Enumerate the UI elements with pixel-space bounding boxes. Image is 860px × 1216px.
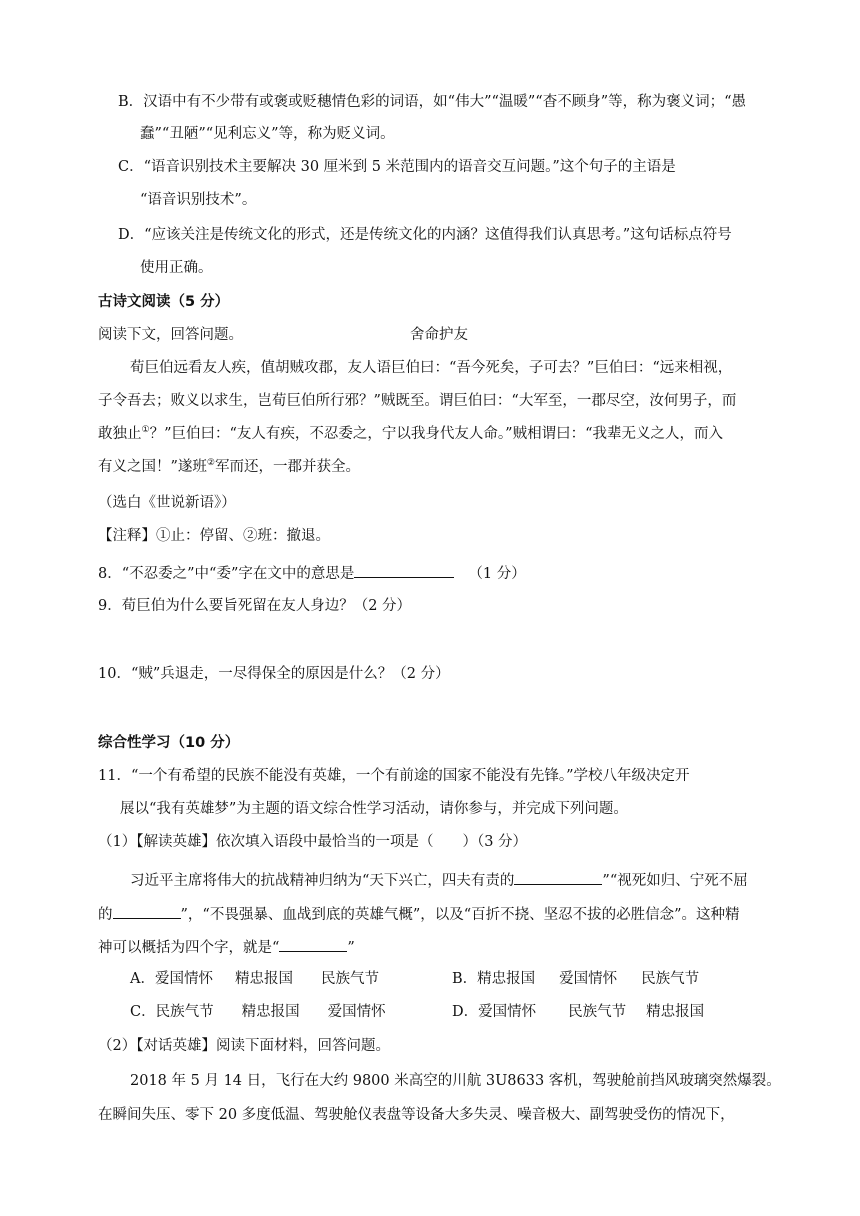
passage-title: 舍命护友 xyxy=(410,327,468,343)
question-11-line2: 展以“我有英雄梦”为主题的语文综合性学习活动，请你参与，并完成下列问题。 xyxy=(120,801,628,817)
choice-c-line2: “语音识别技术”。 xyxy=(140,192,257,208)
option-item: 精忠报国 xyxy=(477,971,536,987)
question-11-line1: 11．“一个有希望的民族不能没有英雄，一个有前途的国家不能没有先锋。”学校八年级决定开 xyxy=(98,768,690,784)
choice-d-line2: 使用正确。 xyxy=(140,260,213,276)
paragraph-text: 习近平主席将伟大的抗战精神归纳为“天下兴亡，四夫有责的 xyxy=(130,873,515,889)
option-item: 爱国情怀 xyxy=(327,1004,386,1020)
reading-instruction: 阅读下文，回答问题。 xyxy=(98,327,243,343)
sub-question-1: （1）【解读英雄】依次填入语段中最恰当的一项是（ ）（3 分） xyxy=(98,834,528,850)
paragraph-line xyxy=(98,935,355,958)
option-letter: C． xyxy=(130,1004,156,1020)
passage-text: 敢独止 xyxy=(98,426,142,442)
option-letter: B． xyxy=(452,971,478,987)
question-8-score: （1 分） xyxy=(468,566,526,582)
choice-b-line2: 蠢”“丑陋”“见利忘义”等，称为贬义词。 xyxy=(140,126,395,142)
question-10: 10．“贼”兵退走，一尽得保全的原因是什么？（2 分） xyxy=(98,666,450,682)
sub-question-2: （2）【对话英雄】阅读下面材料，回答问题。 xyxy=(98,1038,390,1054)
option-item: 精忠报国 xyxy=(234,971,293,987)
paragraph-text: 神可以概括为四个字，就是“ xyxy=(98,940,280,956)
option-item: 民族气节 xyxy=(320,971,379,987)
option-letter: D． xyxy=(452,1004,479,1020)
choice-b-line1: B．汉语中有不少带有或褒或贬穗情色彩的词语，如“伟大”“温暖”“杳不顾身”等，称为褒义词；“愚 xyxy=(118,94,747,110)
option-b[interactable] xyxy=(452,969,699,989)
answer-blank[interactable] xyxy=(354,561,454,578)
question-8 xyxy=(98,561,526,584)
paragraph-text: ”“视死如归、宁死不屈 xyxy=(602,873,748,889)
paragraph-line xyxy=(98,902,740,925)
choice-c-line1: C．“语音识别技术主要解决 30 厘米到 5 米范围内的语音交互问题。”这个句子的主语是 xyxy=(118,159,676,175)
option-d[interactable] xyxy=(452,1002,704,1022)
story-line: 在瞬间失压、零下 20 多度低温、驾驶舱仪表盘等设备大多失灵、噪音极大、副驾驶受伤的情况下， xyxy=(98,1107,735,1123)
fill-blank-2[interactable] xyxy=(113,902,181,919)
question-8-text: 8．“不忍委之”中“委”字在文中的意思是 xyxy=(98,566,355,582)
passage-text: 有义之国！”遂班 xyxy=(98,459,207,475)
option-item: 爱国情怀 xyxy=(154,971,213,987)
option-item: 民族气节 xyxy=(641,971,700,987)
story-line: 2018 年 5 月 14 日，飞行在大约 9800 米高空的川航 3U8633 客机，驾驶舱前挡风玻璃突然爆裂。 xyxy=(130,1073,781,1089)
passage-line: 荀巨伯远看友人疾，值胡贼攻郡，友人语巨伯曰：“吾今死矣，子可去？”巨伯曰：“远来相视， xyxy=(130,360,733,376)
option-item: 民族气节 xyxy=(155,1004,214,1020)
paragraph-text: ”，“不畏强暴、血战到底的英雄气概”，以及“百折不挠、坚忍不拔的必胜信念”。这种精 xyxy=(180,907,740,923)
fill-blank-1[interactable] xyxy=(514,868,602,885)
option-item: 精忠报国 xyxy=(241,1004,300,1020)
section-heading-poetry: 古诗文阅读（5 分） xyxy=(98,294,230,310)
section-heading-comprehensive: 综合性学习（10 分） xyxy=(98,735,240,751)
paragraph-line xyxy=(130,868,748,891)
paragraph-text: ” xyxy=(347,940,355,956)
option-letter: A． xyxy=(130,971,155,987)
passage-line xyxy=(98,457,360,477)
passage-source: （选白《世说新语》） xyxy=(98,495,236,511)
option-item: 精忠报国 xyxy=(646,1004,705,1020)
passage-line xyxy=(98,424,723,444)
fill-blank-3[interactable] xyxy=(279,935,347,952)
paragraph-text: 的 xyxy=(98,907,113,923)
footnote-marker: ② xyxy=(206,458,215,469)
option-a[interactable] xyxy=(130,969,379,989)
passage-line: 子令吾去；败义以求生，岂荀巨伯所行邪？”贼既至。谓巨伯曰：“大军至，一郡尽空，汝何男子，而 xyxy=(98,393,737,409)
choice-d-line1: D．“应该关注是传统文化的形式，还是传统文化的内涵？这值得我们认真思考。”这句话标点符号 xyxy=(118,227,732,243)
option-item: 爱国情怀 xyxy=(478,1004,537,1020)
footnote-marker: ① xyxy=(141,425,150,436)
question-9: 9．荀巨伯为什么要旨死留在友人身边？（2 分） xyxy=(98,598,412,614)
passage-notes: 【注释】①止：停留、②班：撤退。 xyxy=(98,528,330,544)
option-item: 爱国情怀 xyxy=(559,971,618,987)
option-item: 民族气节 xyxy=(568,1004,627,1020)
option-c[interactable] xyxy=(130,1002,386,1022)
passage-text: 军而还，一郡并获全。 xyxy=(215,459,360,475)
passage-text: ？”巨伯曰：“友人有疾，不忍委之，宁以我身代友人命。”贼相谓曰：“我辈无义之人，而入 xyxy=(149,426,723,442)
